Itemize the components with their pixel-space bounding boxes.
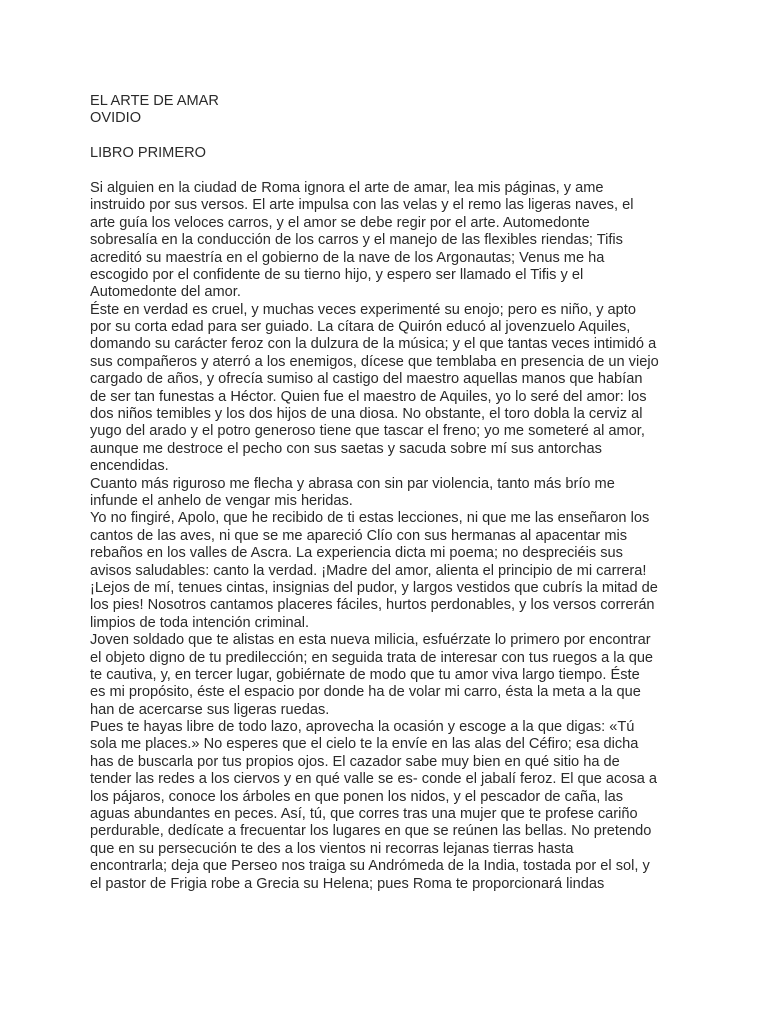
text-line: acreditó su maestría en el gobierno de la nave de los Argonautas; Venus me ha (90, 249, 605, 266)
document-title: EL ARTE DE AMAR (90, 93, 219, 109)
text-line: dos niños temibles y los dos hijos de una diosa. No obstante, el toro dobla la cerviz al (90, 406, 643, 423)
text-line: avisos saludables: canto la verdad. ¡Madre del amor, alienta el principio de mi carrera! (90, 562, 647, 579)
paragraph (90, 180, 702, 302)
text-line: sus compañeros y aterró a los enemigos, dícese que temblaba en presencia de un viejo (90, 353, 659, 370)
text-line: perdurable, dedícate a frecuentar los lugares en que se reúnen las bellas. No pretendo (90, 823, 652, 840)
text-line: aunque me destroce el pecho con sus saetas y sacuda sobre mí sus antorchas (90, 440, 602, 457)
text-line: el pastor de Frigia robe a Grecia su Helena; pues Roma te proporcionará lindas (90, 875, 605, 892)
text-line: el objeto digno de tu predilección; en seguida trata de interesar con tus ruegos a la que (90, 649, 654, 666)
text-line: Cuanto más riguroso me flecha y abrasa con sin par violencia, tanto más brío me (90, 475, 615, 492)
text-line: limpios de toda intención criminal. (90, 614, 310, 631)
paragraph (90, 632, 702, 719)
text-line: encendidas. (90, 458, 169, 475)
text-line: Joven soldado que te alistas en esta nueva milicia, esfuérzate lo primero por encontrar (90, 632, 651, 649)
text-line: encontrarla; deja que Perseo nos traiga su Andrómeda de la India, tostada por el sol, y (90, 858, 650, 875)
text-line: los pies! Nosotros cantamos placeres fáciles, hurtos perdonables, y los versos correrán (90, 597, 655, 614)
paragraph (90, 719, 702, 893)
text-line: que en su persecución te des a los vientos ni recorras lejanas tierras hasta (90, 840, 574, 857)
paragraph (90, 302, 702, 476)
text-line: es mi propósito, éste el espacio por donde ha de volar mi carro, ésta la meta a la que (90, 684, 641, 701)
text-line: tender las redes a los ciervos y en qué valle se es- conde el jabalí feroz. El que acosa a (90, 771, 658, 788)
text-line: aguas abundantes en peces. Así, tú, que corres tras una mujer que te profese cariño (90, 806, 638, 823)
text-line: sola me places.» No esperes que el cielo te la envíe en las alas del Céfiro; esa dicha (90, 736, 639, 753)
text-line: te cautiva, y, en tercer lugar, gobiérnate de modo que tu amor viva largo tiempo. Éste (90, 666, 640, 683)
text-line: de ser tan funestas a Héctor. Quien fue el maestro de Aquiles, yo lo seré del amor: los (90, 388, 647, 405)
text-line: cargado de años, y ofrecía sumiso al castigo del maestro aquellas manos que habían (90, 371, 643, 388)
text-line: Yo no fingiré, Apolo, que he recibido de ti estas lecciones, ni que me las enseñaron los (90, 510, 650, 527)
book-heading: LIBRO PRIMERO (90, 145, 206, 162)
text-line: infunde el anhelo de vengar mis heridas. (90, 492, 353, 509)
text-line: has de buscarla por tus propios ojos. El cazador sabe muy bien en qué sitio ha de (90, 753, 620, 770)
text-line: domando su carácter feroz con la dulzura de la música; y el que tantas veces intimidó a (90, 336, 657, 353)
body-text (90, 180, 702, 893)
text-line: por su corta edad para ser guiado. La cítara de Quirón educó al jovenzuelo Aquiles, (90, 319, 631, 336)
text-line: Automedonte del amor. (90, 284, 241, 301)
text-line: cantos de las aves, ni que se me apareció Clío con sus hermanas al apacentar mis (90, 527, 628, 544)
text-line: arte guía los veloces carros, y el amor se debe regir por el arte. Automedonte (90, 214, 590, 231)
text-line: los pájaros, conoce los árboles en que ponen los nidos, y el pescador de caña, las (90, 788, 624, 805)
text-line: Éste en verdad es cruel, y muchas veces experimenté su enojo; pero es niño, y apto (90, 301, 636, 318)
blank-line (90, 128, 702, 145)
text-line: yugo del arado y el potro generoso tiene que tascar el freno; yo me someteré al amor, (90, 423, 645, 440)
blank-line (90, 163, 702, 180)
text-line: instruido por sus versos. El arte impulsa con las velas y el remo las ligeras naves, el (90, 197, 634, 214)
paragraph (90, 476, 702, 511)
text-line: rebaños en los valles de Ascra. La experiencia dicta mi poema; no despreciéis sus (90, 545, 623, 562)
text-line: escogido por el confidente de su tierno hijo, y espero ser llamado el Tifis y el (90, 266, 584, 283)
text-line: han de acercarse sus ligeras ruedas. (90, 701, 330, 718)
paragraph (90, 510, 702, 632)
text-line: sobresalía en la conducción de los carros y el manejo de las flexibles riendas; Tifis (90, 232, 623, 249)
text-line: Pues te hayas libre de todo lazo, aprovecha la ocasión y escoge a la que digas: «Tú (90, 719, 635, 736)
document-author: OVIDIO (90, 110, 142, 127)
text-line: ¡Lejos de mí, tenues cintas, insignias del pudor, y largos vestidos que cubrís la mitad de (90, 579, 658, 596)
document-text (90, 93, 702, 893)
text-line: Si alguien en la ciudad de Roma ignora el arte de amar, lea mis páginas, y ame (90, 179, 604, 196)
